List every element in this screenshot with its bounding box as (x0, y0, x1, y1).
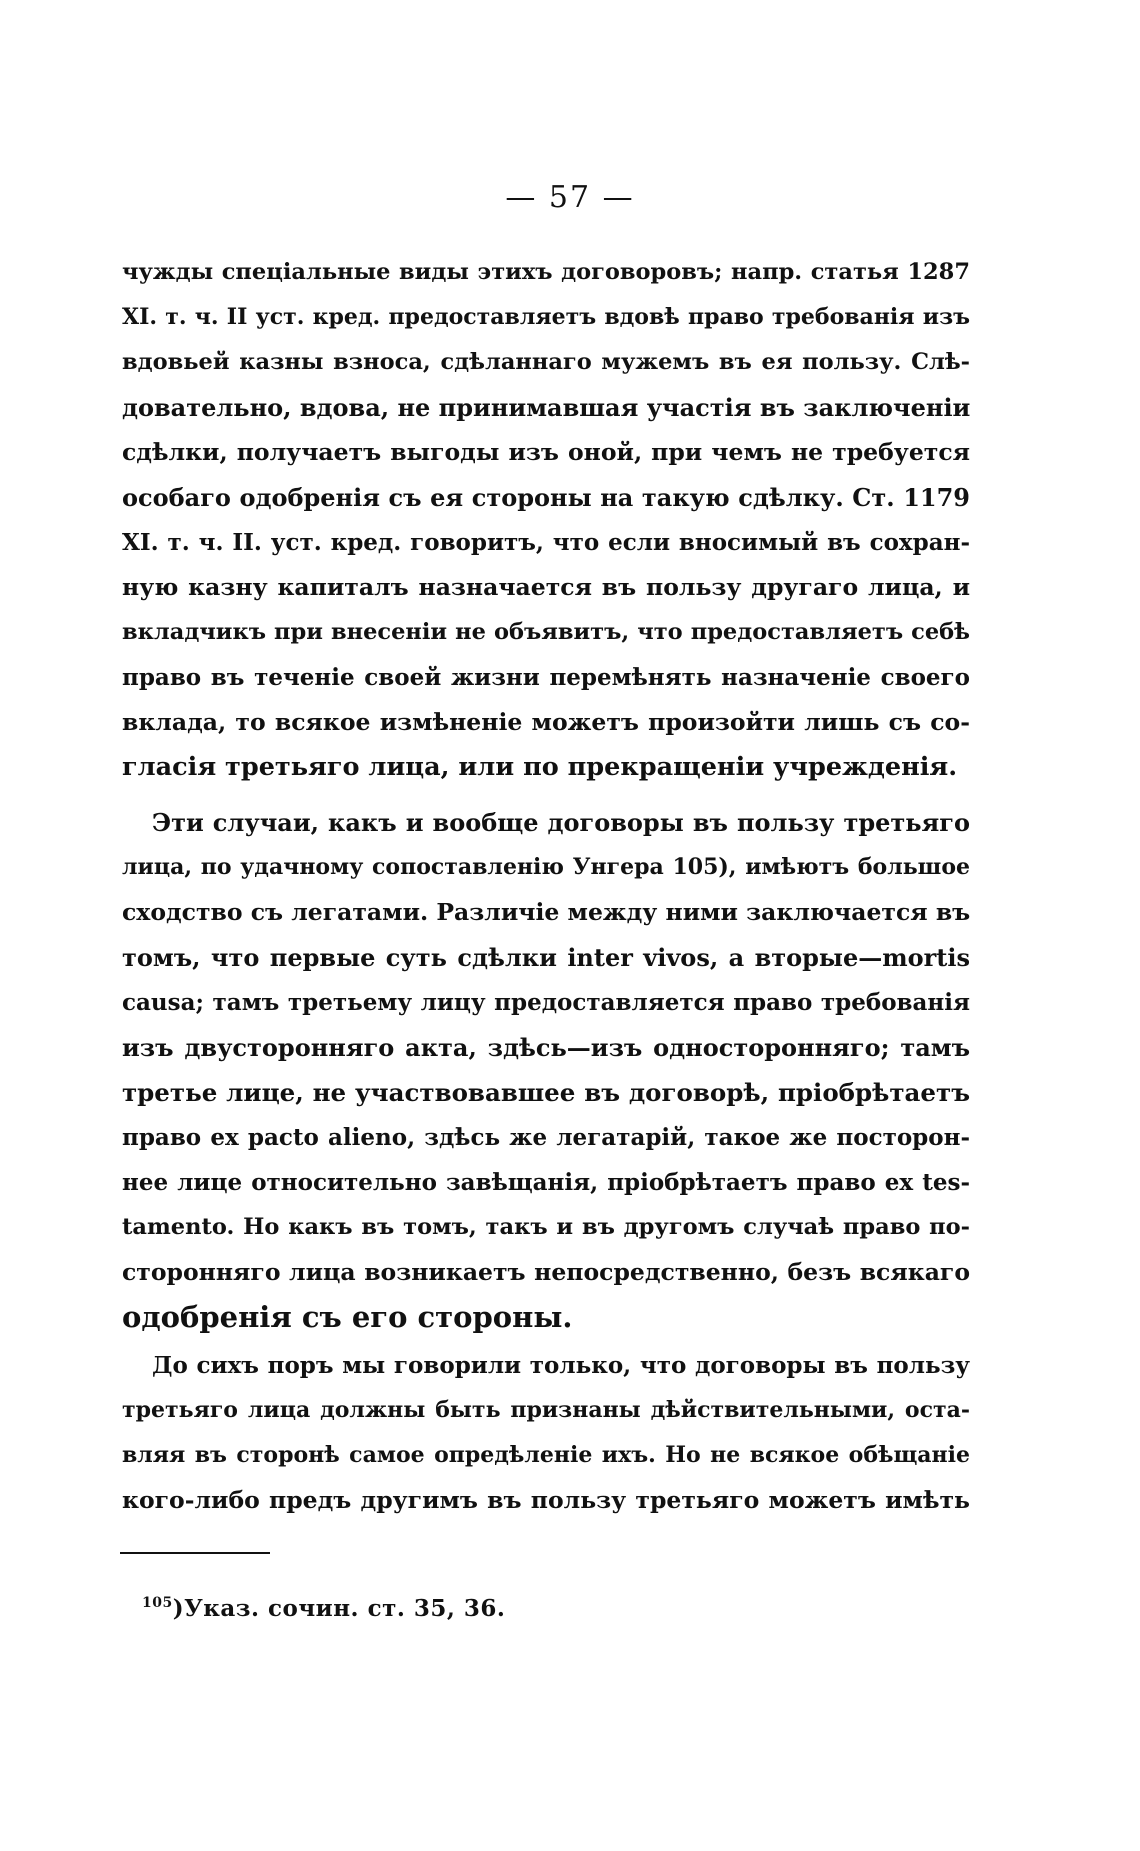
text-line: особаго одобренія съ ея стороны на такую сдѣлку. Ст. 1179 (122, 483, 970, 512)
text-line: третье лице, не участвовавшее въ договорѣ, пріобрѣтаетъ (122, 1078, 970, 1107)
text-line: третьяго лица должны быть признаны дѣйствительными, оста- (122, 1397, 970, 1423)
footnote-marker: 105 (142, 1595, 173, 1611)
text-line: одобренія съ его стороны. (122, 1300, 573, 1334)
text-line: чужды спеціальные виды этихъ договоровъ; напр. статья 1287 (122, 259, 970, 285)
text-line: гласія третьяго лица, или по прекращеніи учрежденія. (122, 752, 958, 782)
page-number: — 57 — (505, 180, 635, 215)
text-line: вклада, то всякое измѣненіе можетъ произойти лишь съ со- (122, 708, 970, 736)
text-line: томъ, что первые суть сдѣлки inter vivos, а вторые—mortis (122, 943, 970, 972)
footnote (142, 1595, 505, 1622)
text-line: сходство съ легатами. Различіе между ними заключается въ (122, 898, 971, 926)
text-line: вкладчикъ при внесеніи не объявитъ, что предоставляетъ себѣ (122, 619, 970, 645)
text-line: XI. т. ч. II уст. кред. предоставляетъ вдовѣ право требованія изъ (122, 304, 970, 330)
paragraph-2 (122, 800, 970, 1340)
paragraph-3 (122, 1343, 970, 1523)
text-line: tamento. Но какъ въ томъ, такъ и въ другомъ случаѣ право по- (122, 1214, 970, 1240)
text-line: До сихъ поръ мы говорили только, что договоры въ пользу (152, 1352, 970, 1379)
text-line: causa; тамъ третьему лицу предоставляется право требованія (122, 989, 970, 1016)
text-line: сторонняго лица возникаетъ непосредственно, безъ всякаго (122, 1258, 970, 1286)
paragraph-1 (122, 250, 970, 790)
text-line: лица, по удачному сопоставленію Унгера 105), имѣютъ большое (122, 854, 970, 880)
text-line: Эти случаи, какъ и вообще договоры въ пользу третьяго (152, 808, 970, 837)
text-line: сдѣлки, получаетъ выгоды изъ оной, при чемъ не требуется (122, 438, 970, 466)
text-line: изъ двусторонняго акта, здѣсь—изъ односторонняго; тамъ (122, 1033, 970, 1062)
text-line: довательно, вдова, не принимавшая участія въ заключеніи (122, 393, 971, 422)
text-line: право въ теченіе своей жизни перемѣнять назначеніе своего (122, 664, 970, 691)
text-line: нее лице относительно завѣщанія, пріобрѣтаетъ право ex tes- (122, 1169, 970, 1196)
footnote-text: )Указ. сочин. ст. 35, 36. (172, 1595, 506, 1622)
text-line: ную казну капиталъ назначается въ пользу другаго лица, и (122, 573, 970, 601)
text-line: вляя въ сторонѣ самое опредѣленіе ихъ. Но не всякое обѣщаніе (122, 1442, 970, 1468)
text-line: кого-либо предъ другимъ въ пользу третьяго можетъ имѣть (122, 1486, 970, 1514)
text-line: право ex pacto alieno, здѣсь же легатарій, такое же посторон- (122, 1124, 970, 1151)
footnote-divider (120, 1552, 270, 1554)
text-line: вдовьей казны взноса, сдѣланнаго мужемъ въ ея пользу. Слѣ- (122, 349, 970, 375)
text-line: XI. т. ч. II. уст. кред. говоритъ, что если вносимый въ сохран- (122, 529, 970, 556)
